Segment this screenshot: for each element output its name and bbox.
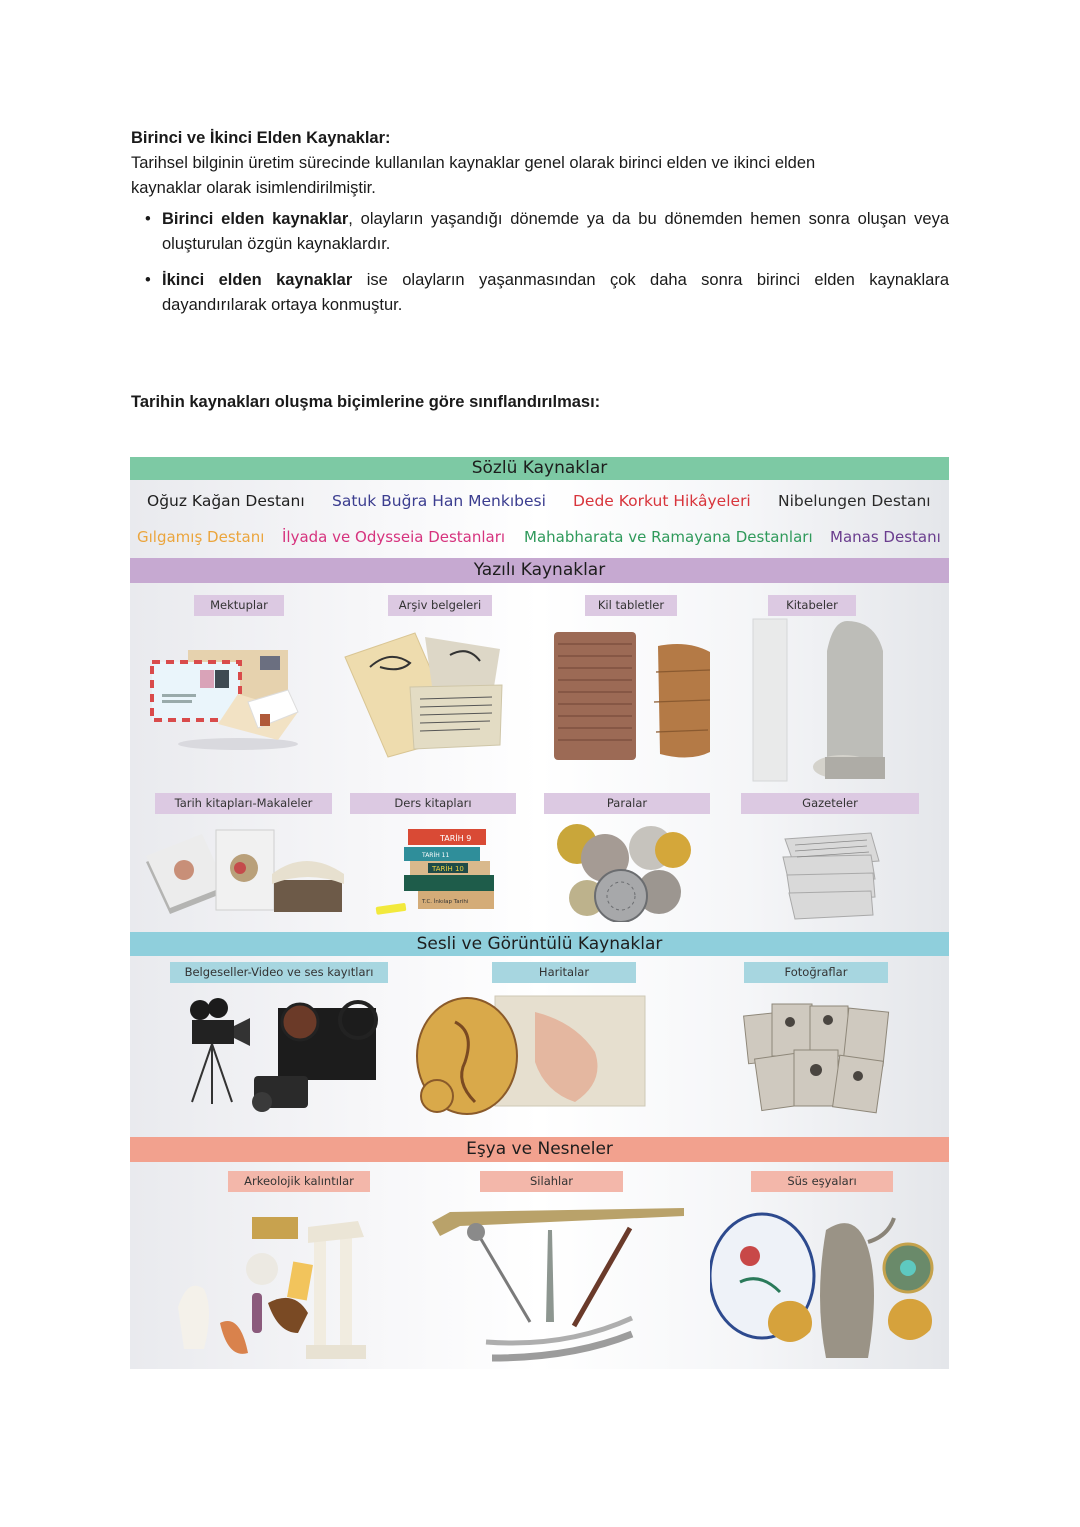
label-textbooks: Ders kitapları xyxy=(350,793,516,814)
spine-inkilap-tarihi: T.C. İnkılap Tarihi xyxy=(422,899,469,905)
film-camera-tape-recorder-icon xyxy=(170,992,385,1117)
objects-header: Eşya ve Nesneler xyxy=(130,1137,949,1162)
textbooks-stack-icon xyxy=(370,827,510,922)
epic-satuk-bugra-han: Satuk Buğra Han Menkıbesi xyxy=(332,492,546,510)
archive-documents-icon xyxy=(340,627,515,762)
archaeological-remains-icon xyxy=(168,1197,383,1362)
history-books-icon xyxy=(142,822,347,917)
label-newspapers: Gazeteler xyxy=(741,793,919,814)
letters-envelopes-icon xyxy=(148,632,308,752)
label-ornaments: Süs eşyaları xyxy=(751,1171,893,1192)
epic-manas: Manas Destanı xyxy=(830,528,941,546)
label-photographs: Fotoğraflar xyxy=(744,962,888,983)
coins-icon xyxy=(555,822,695,922)
label-inscriptions: Kitabeler xyxy=(768,595,856,616)
label-weapons: Silahlar xyxy=(480,1171,623,1192)
ornaments-icon xyxy=(710,1202,945,1362)
section-heading-primary-secondary-sources: Birinci ve İkinci Elden Kaynaklar: xyxy=(131,129,391,147)
intro-paragraph-line-1: Tarihsel bilginin üretim sürecinde kullanılan kaynaklar genel olarak birinci elden ve ikinci elden xyxy=(131,154,816,172)
written-sources-header: Yazılı Kaynaklar xyxy=(130,558,949,583)
spine-tarih-9: TARİH 9 xyxy=(440,834,472,843)
label-letters: Mektuplar xyxy=(194,595,284,616)
bullet-primary-sources xyxy=(145,207,949,257)
definition-secondary-sources: ise olayların yaşanmasından çok daha sonra birinci elden kaynaklara dayandırılarak ortaya konmuştur. xyxy=(162,271,949,314)
epic-iliad-odyssey: İlyada ve Odysseia Destanları xyxy=(282,528,506,546)
clay-tablets-icon xyxy=(550,632,715,762)
epic-gilgamesh: Gılgamış Destanı xyxy=(137,528,265,546)
sources-classification-infographic xyxy=(130,457,949,1369)
epic-dede-korkut: Dede Korkut Hikâyeleri xyxy=(573,492,751,510)
epic-oguz-kagan: Oğuz Kağan Destanı xyxy=(147,492,305,510)
label-archive-documents: Arşiv belgeleri xyxy=(388,595,492,616)
term-secondary-sources: İkinci elden kaynaklar xyxy=(162,271,353,289)
label-coins: Paralar xyxy=(544,793,710,814)
oral-sources-header: Sözlü Kaynaklar xyxy=(130,457,949,480)
audiovisual-sources-header: Sesli ve Görüntülü Kaynaklar xyxy=(130,932,949,956)
maps-globe-icon xyxy=(415,992,650,1122)
label-archaeological-remains: Arkeolojik kalıntılar xyxy=(228,1171,370,1192)
term-primary-sources: Birinci elden kaynaklar xyxy=(162,210,349,228)
intro-paragraph-line-2: kaynaklar olarak isimlendirilmiştir. xyxy=(131,179,376,197)
bullet-icon: • xyxy=(145,210,151,228)
bullet-icon: • xyxy=(145,271,151,289)
spine-tarih-11: TARİH 11 xyxy=(422,852,450,859)
label-documentaries-recordings: Belgeseller-Video ve ses kayıtları xyxy=(170,962,388,983)
weapons-icon xyxy=(430,1202,690,1362)
old-photographs-icon xyxy=(742,1000,897,1120)
epic-mahabharata-ramayana: Mahabharata ve Ramayana Destanları xyxy=(524,528,813,546)
label-clay-tablets: Kil tabletler xyxy=(585,595,677,616)
label-history-books: Tarih kitapları-Makaleler xyxy=(155,793,332,814)
definition-primary-sources: , olayların yaşandığı dönemde ya da bu dönemden hemen sonra oluşan veya oluşturulan özgün kaynaklardır. xyxy=(162,210,949,253)
spine-tarih-10: TARİH 10 xyxy=(432,865,464,873)
inscriptions-stele-icon xyxy=(745,617,905,787)
bullet-secondary-sources xyxy=(145,268,949,318)
epic-nibelungen: Nibelungen Destanı xyxy=(778,492,931,510)
newspapers-icon xyxy=(775,827,885,922)
label-maps: Haritalar xyxy=(492,962,636,983)
section-heading-classification: Tarihin kaynakları oluşma biçimlerine göre sınıflandırılması: xyxy=(131,393,601,411)
